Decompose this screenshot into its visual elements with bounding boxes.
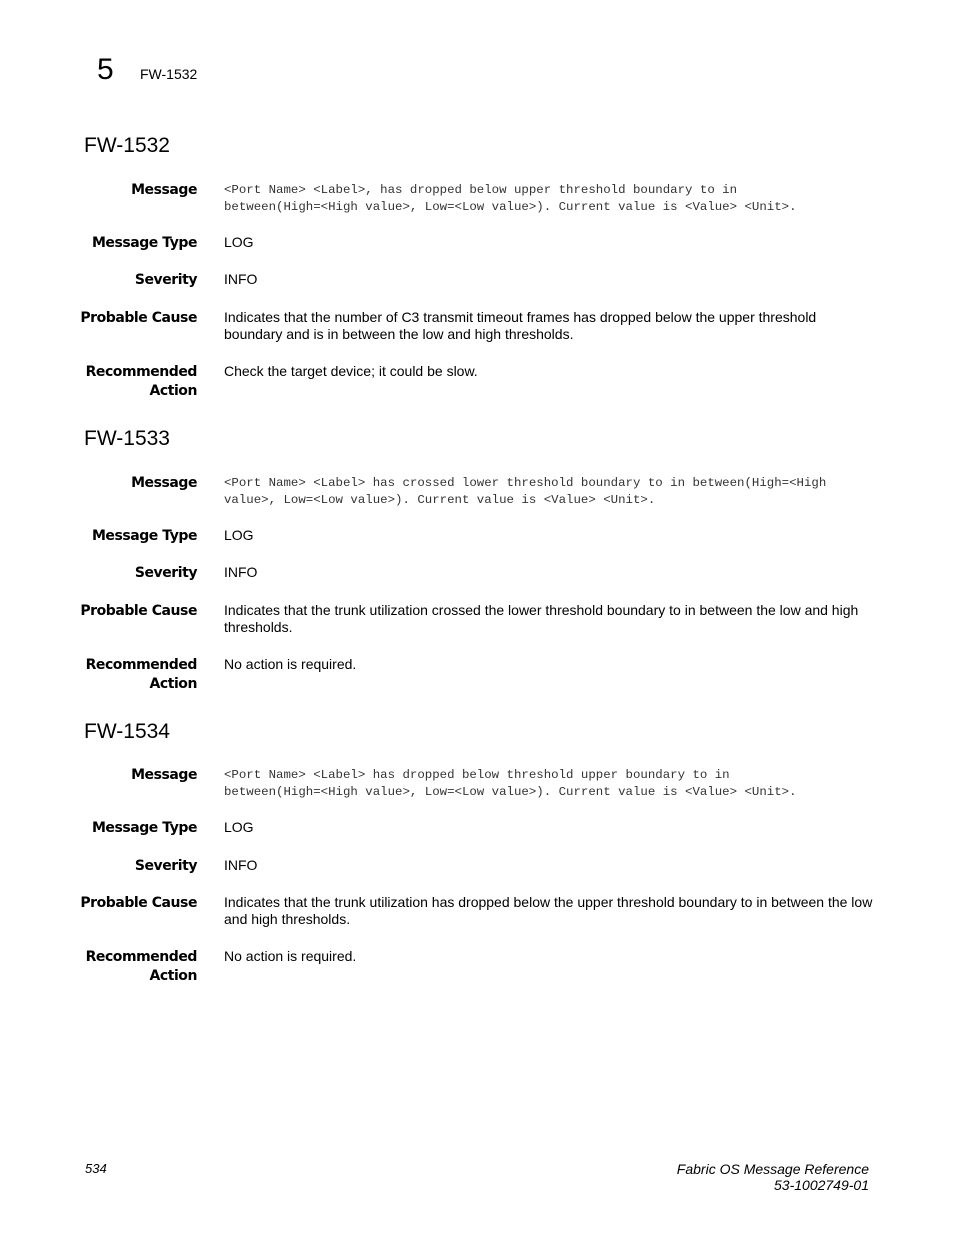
severity-value: INFO <box>224 857 258 873</box>
probable-cause-label: Probable Cause <box>80 310 197 326</box>
message-type-value: LOG <box>224 819 254 835</box>
message-text: <Port Name> <Label> has dropped below threshold upper boundary to in between(High=<High value>, Low=<Low value>). Current value is <Value> <Unit>. <box>224 768 797 799</box>
probable-cause-label: Probable Cause <box>80 603 197 619</box>
recommended-action-label: Recommended Action <box>85 364 197 399</box>
message-type-label: Message Type <box>91 235 197 251</box>
chapter-number: 5 <box>97 53 114 86</box>
severity-label: Severity <box>134 858 197 874</box>
probable-cause-label: Probable Cause <box>80 895 197 911</box>
section-title: FW-1534 <box>84 720 170 743</box>
severity-value: INFO <box>224 271 258 287</box>
message-text: <Port Name> <Label>, has dropped below upper threshold boundary to in between(High=<High value>, Low=<Low value>). Current value is <Value> <Unit>. <box>224 183 797 214</box>
recommended-action-text: No action is required. <box>224 948 357 964</box>
document-title: Fabric OS Message Reference <box>676 1161 869 1177</box>
section-title: FW-1532 <box>84 134 170 157</box>
severity-label: Severity <box>134 565 197 581</box>
message-type-value: LOG <box>224 527 254 543</box>
recommended-action-text: No action is required. <box>224 656 357 672</box>
recommended-action-text: Check the target device; it could be slow. <box>224 363 478 379</box>
probable-cause-text: Indicates that the trunk utilization crossed the lower threshold boundary to in between the low and high thresholds. <box>224 602 859 635</box>
page-number: 534 <box>85 1161 107 1176</box>
message-label: Message <box>131 475 197 491</box>
probable-cause-text: Indicates that the number of C3 transmit timeout frames has dropped below the upper threshold boundary and is in between the low and high thresholds. <box>224 309 817 342</box>
message-label: Message <box>131 767 197 783</box>
recommended-action-label: Recommended Action <box>85 949 197 984</box>
document-number: 53-1002749-01 <box>774 1177 869 1193</box>
message-type-value: LOG <box>224 234 254 250</box>
severity-value: INFO <box>224 564 258 580</box>
section-title: FW-1533 <box>84 427 170 450</box>
recommended-action-label: Recommended Action <box>85 657 197 692</box>
message-type-label: Message Type <box>91 820 197 836</box>
message-label: Message <box>131 182 197 198</box>
chapter-running-title: FW-1532 <box>140 66 198 82</box>
document-info <box>677 1161 869 1193</box>
severity-label: Severity <box>134 272 197 288</box>
probable-cause-text: Indicates that the trunk utilization has dropped below the upper threshold boundary to in between the low and high thresholds. <box>224 894 873 927</box>
message-type-label: Message Type <box>91 528 197 544</box>
message-text: <Port Name> <Label> has crossed lower threshold boundary to in between(High=<High value>, Low=<Low value>). Current value is <Value> <Unit>. <box>224 476 827 507</box>
